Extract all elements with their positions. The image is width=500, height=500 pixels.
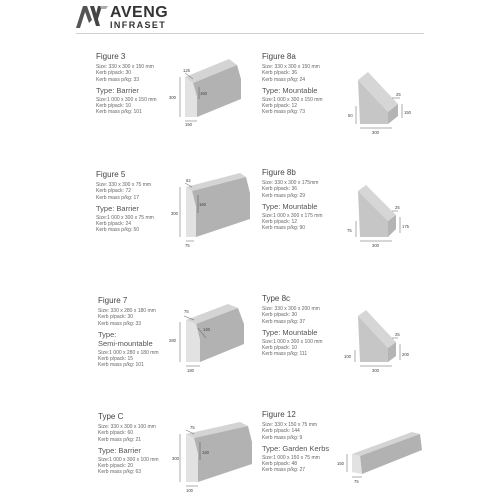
spec-line: Size: 330 x 300 x 150 mm	[262, 64, 320, 70]
aveng-logo-icon	[76, 6, 108, 28]
dim-label: 75	[347, 228, 352, 233]
spec-line: Kerb p/pack: 48	[262, 461, 298, 468]
dim-label: 300	[372, 130, 379, 135]
dim-label: 50	[348, 113, 353, 118]
spec-line: Kerb p/pack: 36	[262, 70, 298, 77]
kerb-type: Type: Barrier	[96, 203, 139, 213]
spec-line: Size:1 000 x 300 x 100 mm	[262, 338, 323, 345]
spec-line: Size: 330 x 300 x 175mm	[262, 180, 319, 186]
spec-line: Kerb mass p/kg: 33	[98, 320, 142, 327]
header	[0, 0, 500, 40]
spec-line: Kerb mass p/kg: 101	[96, 109, 142, 116]
figure-title: Figure 3	[96, 52, 126, 61]
figure-title: Figure 5	[96, 170, 126, 179]
dim-label: 160	[200, 91, 207, 96]
spec-line: Kerb p/pack: 24	[96, 221, 132, 228]
spec-line: Kerb mass p/kg: 27	[262, 467, 306, 474]
spec-line: Kerb mass p/kg: 17	[96, 194, 140, 201]
kerb-type: Type:	[98, 329, 117, 339]
spec-line: Size:1 000 x 150 x 75 mm	[262, 454, 320, 461]
dim-label: 25	[395, 332, 400, 337]
dim-label: 150	[404, 110, 411, 115]
spec-line: Kerb mass p/kg: 21	[98, 436, 142, 443]
figure-8a-drawing	[348, 70, 422, 145]
dim-label: 160	[199, 202, 206, 207]
dim-label: 125	[183, 68, 190, 73]
dim-label: 300	[169, 95, 176, 100]
spec-line: Kerb p/pack: 60	[98, 430, 134, 437]
kerb-type-detail: Semi-mountable	[98, 338, 153, 348]
spec-line: Kerb mass p/kg: 111	[262, 351, 308, 358]
dim-label: 180	[187, 368, 194, 373]
figure-8b-drawing	[347, 185, 422, 260]
dim-label: 75	[354, 479, 359, 484]
dim-label: 300	[172, 456, 179, 461]
spec-line: Kerb p/pack: 15	[98, 356, 134, 363]
dim-label: 280	[169, 338, 176, 343]
spec-line: Size: 330 x 300 x 100 mm	[98, 424, 156, 430]
dim-label: 160	[202, 450, 209, 455]
dim-label: 300	[372, 368, 379, 373]
spec-line: Size: 330 x 300 x 75 mm	[96, 182, 152, 188]
type-c-drawing	[174, 420, 259, 500]
dim-label: 200	[402, 352, 409, 357]
spec-line: Size:1 000 x 300 x 150 mm	[96, 96, 157, 103]
spec-line: Kerb p/pack: 30	[98, 314, 134, 321]
dim-label: 140	[203, 327, 210, 332]
spec-line: Kerb p/pack: 20	[98, 463, 134, 470]
spec-line: Size:1 000 x 300 x 100 mm	[98, 456, 159, 463]
spec-line: Kerb mass p/kg: 101	[98, 362, 144, 369]
spec-line: Size: 330 x 300 x 150 mm	[96, 64, 154, 70]
dim-label: 25	[396, 92, 401, 97]
figure-5-drawing	[172, 173, 257, 251]
spec-line: Kerb p/pack: 72	[96, 188, 132, 195]
header-divider	[76, 33, 424, 34]
brand-subtitle: INFRASET	[110, 20, 167, 30]
kerb-type: Type: Barrier	[96, 85, 139, 95]
dim-label: 25	[395, 205, 400, 210]
kerb-type: Type: Mountable	[262, 327, 318, 337]
spec-line: Kerb p/pack: 30	[262, 312, 298, 319]
dim-label: 62	[186, 178, 191, 183]
spec-line: Kerb mass p/kg: 73	[262, 109, 306, 116]
spec-line: Kerb p/pack: 12	[262, 103, 298, 110]
spec-line: Kerb mass p/kg: 90	[262, 225, 306, 232]
dim-label: 300	[372, 243, 379, 248]
spec-line: Kerb p/pack: 10	[96, 103, 132, 110]
kerb-type: Type: Barrier	[98, 445, 141, 455]
spec-line: Kerb mass p/kg: 37	[262, 318, 306, 325]
spec-line: Size:1 000 x 300 x 150 mm	[262, 96, 323, 103]
spec-line: Kerb mass p/kg: 24	[262, 76, 306, 83]
figure-title: Figure 8b	[262, 168, 296, 177]
spec-line: Kerb mass p/kg: 33	[96, 76, 140, 83]
figure-title: Figure 12	[262, 410, 296, 419]
figure-3-drawing	[169, 55, 255, 130]
spec-line: Kerb mass p/kg: 29	[262, 192, 306, 199]
dim-label: 75	[185, 243, 190, 248]
spec-line: Size:1 000 x 280 x 180 mm	[98, 349, 159, 356]
spec-line: Kerb mass p/kg: 9	[262, 434, 303, 441]
spec-line: Size: 330 x 280 x 180 mm	[98, 308, 156, 314]
kerb-type: Type: Garden Kerbs	[262, 443, 330, 453]
dim-label: 300	[171, 211, 178, 216]
figure-8c-drawing	[344, 310, 420, 385]
dim-label: 75	[190, 425, 195, 430]
figure-7-drawing	[169, 298, 252, 378]
figure-12-drawing	[337, 426, 432, 496]
spec-line: Size:1 000 x 300 x 175 mm	[262, 212, 323, 219]
spec-line: Kerb p/pack: 36	[262, 186, 298, 193]
spec-line: Kerb p/pack: 144	[262, 428, 300, 435]
spec-line: Kerb p/pack: 30	[96, 70, 132, 77]
kerb-type: Type: Mountable	[262, 85, 318, 95]
spec-line: Kerb mass p/kg: 63	[98, 469, 142, 476]
figure-title: Type 8c	[262, 294, 291, 303]
spec-line: Kerb p/pack: 10	[262, 345, 298, 352]
spec-line: Kerb mass p/kg: 50	[96, 227, 140, 234]
spec-line: Size: 330 x 150 x 75 mm	[262, 422, 318, 428]
spec-line: Size:1 000 x 300 x 75 mm	[96, 214, 154, 221]
dim-label: 100	[344, 354, 351, 359]
dim-label: 100	[186, 488, 193, 493]
figure-title: Figure 8a	[262, 52, 296, 61]
brand-name: AVENG	[110, 4, 169, 21]
dim-label: 175	[402, 224, 409, 229]
figure-title: Type C	[98, 412, 124, 421]
spec-line: Kerb p/pack: 12	[262, 219, 298, 226]
kerb-type: Type: Mountable	[262, 201, 318, 211]
dim-label: 150	[185, 122, 192, 127]
spec-line: Size: 330 x 300 x 200 mm	[262, 306, 320, 312]
dim-label: 150	[337, 461, 344, 466]
figure-title: Figure 7	[98, 296, 128, 305]
dim-label: 75	[184, 309, 189, 314]
